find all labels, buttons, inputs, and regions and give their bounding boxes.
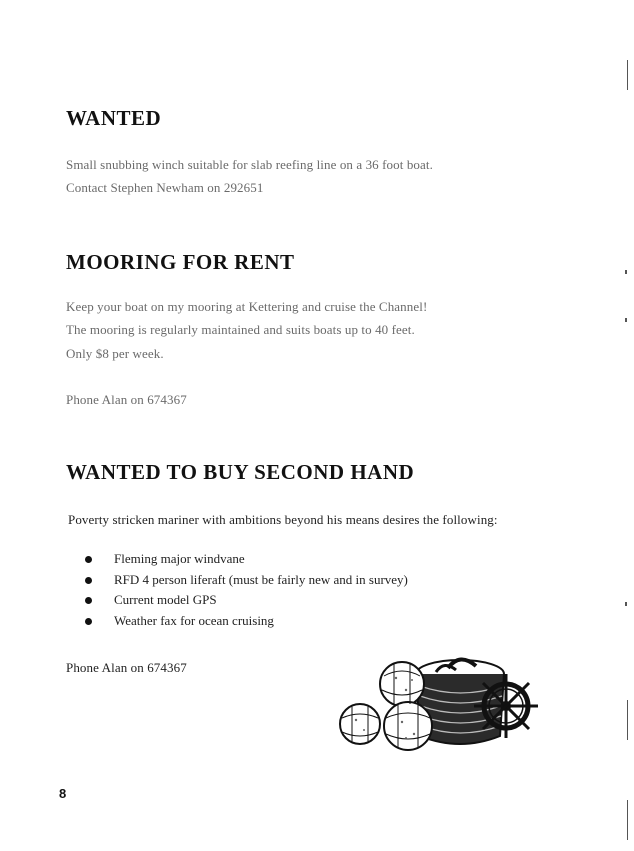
mooring-line-1: Keep your boat on my mooring at Kettering and cruise the Channel!	[66, 299, 428, 314]
scan-edge-mark	[627, 700, 628, 740]
scan-edge-mark	[627, 800, 628, 840]
second-hand-intro: Poverty stricken mariner with ambitions beyond his means desires the following:	[68, 512, 498, 527]
mooring-heading: MOORING FOR RENT	[66, 250, 295, 274]
wanted-line-2: Contact Stephen Newham on 292651	[66, 180, 264, 195]
list-item-text: RFD 4 person liferaft (must be fairly new and in survey)	[114, 571, 408, 587]
page-number: 8	[59, 786, 67, 801]
scan-edge-mark	[627, 60, 628, 90]
list-item-text: Weather fax for ocean cruising	[114, 612, 274, 628]
bullet-icon	[85, 618, 92, 625]
mooring-line-3: Only $8 per week.	[66, 346, 164, 361]
nautical-clipart-icon	[336, 640, 544, 752]
bullet-icon	[85, 556, 92, 563]
second-hand-heading: WANTED TO BUY SECOND HAND	[66, 460, 415, 484]
bullet-icon	[85, 577, 92, 584]
mooring-line-2: The mooring is regularly maintained and suits boats up to 40 feet.	[66, 322, 415, 337]
wanted-line-1: Small snubbing winch suitable for slab reefing line on a 36 foot boat.	[66, 157, 433, 172]
list-item-text: Fleming major windvane	[114, 551, 245, 566]
list-item-text: Current model GPS	[114, 592, 217, 607]
wanted-heading: WANTED	[66, 106, 162, 130]
second-hand-contact: Phone Alan on 674367	[66, 660, 187, 675]
bullet-icon	[85, 597, 92, 604]
mooring-contact: Phone Alan on 674367	[66, 392, 187, 407]
scan-edge-mark	[625, 270, 627, 274]
ship-wheel-icon	[474, 674, 538, 738]
scan-edge-mark	[625, 602, 627, 606]
scan-edge-mark	[625, 318, 627, 322]
